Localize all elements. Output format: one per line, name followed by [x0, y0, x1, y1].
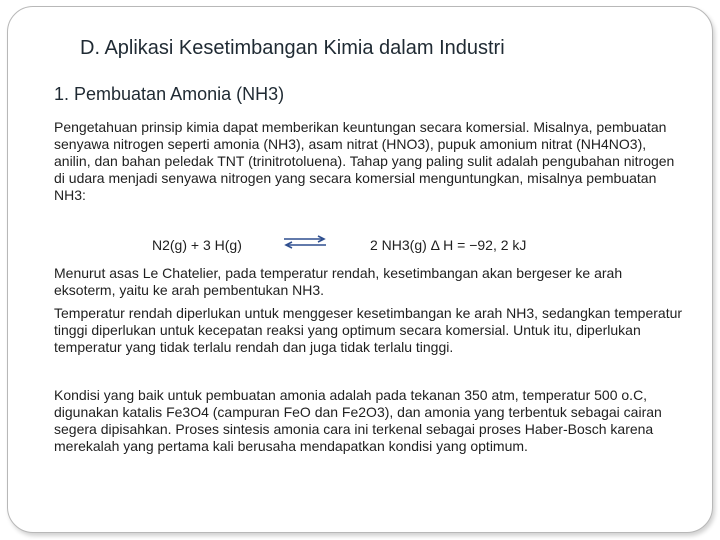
paragraph-haber-bosch: Kondisi yang baik untuk pembuatan amonia adalah pada tekanan 350 atm, temperatur 500 o.C, digunakan katalis Fe3O4 (campuran FeO dan Fe2O3), dan amonia yang terbentuk sebagai cairan segera dipisahkan. Proses sintesis amonia cara ini terkenal sebagai proses Haber-Bosch karena merekalah yang pertama kali berusaha mendapatkan kondisi yang optimum. — [54, 387, 662, 454]
equation-reactants: N2(g) + 3 H(g) — [152, 237, 242, 253]
equilibrium-arrows-icon — [282, 235, 328, 249]
section-heading: 1. Pembuatan Amonia (NH3) — [54, 84, 285, 104]
paragraph-temperature: Temperatur rendah diperlukan untuk menggeser kesetimbangan ke arah NH3, sedangkan temperatur tinggi diperlukan untuk kecepatan reaksi yang optimum secara komersial. Untuk itu, diperlukan temperatur yang tidak terlalu rendah dan juga tidak terlalu tinggi. — [54, 305, 683, 355]
paragraph-intro: Pengetahuan prinsip kimia dapat memberikan keuntungan secara komersial. Misalnya, pembuatan senyawa nitrogen seperti amonia (NH3), asam nitrat (HNO3), pupuk amonium nitrat (NH4NO3), anilin, dan bahan peledak TNT (trinitrotoluena). Tahap yang paling sulit adalah pengubahan nitrogen di udara menjadi senyawa nitrogen yang secara komersial menguntungkan, misalnya pembuatan NH3: — [54, 119, 675, 203]
slide-title: D. Aplikasi Kesetimbangan Kimia dalam Industri — [80, 37, 505, 59]
paragraph-le-chatelier: Menurut asas Le Chatelier, pada temperatur rendah, kesetimbangan akan bergeser ke arah eksoterm, yaitu ke arah pembentukan NH3. — [54, 265, 623, 298]
equation-products: 2 NH3(g) Δ H = −92, 2 kJ — [370, 237, 527, 253]
